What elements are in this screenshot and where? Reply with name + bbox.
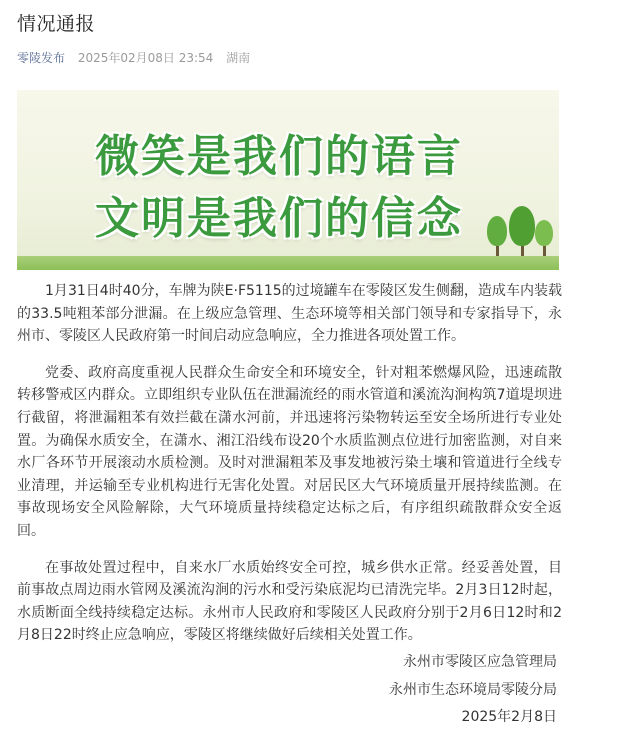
signature-date: 2025年2月8日 xyxy=(461,709,557,725)
banner-image xyxy=(17,90,559,270)
publish-time: 2025年02月08日 23:54 xyxy=(77,51,214,65)
banner-line-1: 微笑是我们的语言 xyxy=(95,131,463,182)
paragraph: 党委、政府高度重视人民群众生命安全和环境安全，针对粗苯燃爆风险，迅速疏散转移警戒区内群众。立即组织专业队伍在泄漏流经的雨水管道和溪流沟涧构筑7道堤坝进行截留，将泄漏粗苯有效拦截在潇水河前，并迅速将污染物转运至安全场所进行专业处置。为确保水质安全，在潇水、湘江沿线布设20个水质监测点位进行加密监测，对自来水厂各环节开展滚动水质检测。及时对泄漏粗苯及事发地被污染土壤和管道进行全线专业清理，并运输至专业机构进行无害化处置。对居民区大气环境质量开展持续监测。在事故现场安全风险解除，大气环境质量持续稳定达标之后，有序组织疏散群众安全返回。 xyxy=(17,364,562,539)
page-title: 情况通报 xyxy=(17,13,96,35)
banner-ground xyxy=(17,256,559,270)
tree-icon xyxy=(487,216,507,256)
signature-org-2: 永州市生态环境局零陵分局 xyxy=(389,682,557,698)
article-meta xyxy=(17,49,250,66)
signature-org-1: 永州市零陵区应急管理局 xyxy=(403,654,557,670)
tree-icon xyxy=(535,220,553,256)
paragraph: 在事故处置过程中，自来水厂水质始终安全可控，城乡供水正常。经妥善处置，目前事故点周边雨水管网及溪流沟涧的污水和受污染底泥均已清洗完毕。2月3日12时起，水质断面全线持续稳定达标。永州市人民政府和零陵区人民政府分别于2月6日12时和2月8日22时终止应急响应，零陵区将继续做好后续相关处置工作。 xyxy=(17,559,562,644)
paragraph: 1月31日4时40分，车牌为陕E·F5115的过境罐车在零陵区发生侧翻，造成车内装载的33.5吨粗苯部分泄漏。在上级应急管理、生态环境等相关部门领导和专家指导下，永州市、零陵区人民政府第一时间启动应急响应，全力推进各项处置工作。 xyxy=(17,283,562,345)
region-label: 湖南 xyxy=(226,51,251,65)
article-body xyxy=(17,280,562,661)
banner-line-2: 文明是我们的信念 xyxy=(95,193,463,244)
source-link[interactable]: 零陵发布 xyxy=(17,51,66,65)
tree-icon xyxy=(509,206,535,256)
